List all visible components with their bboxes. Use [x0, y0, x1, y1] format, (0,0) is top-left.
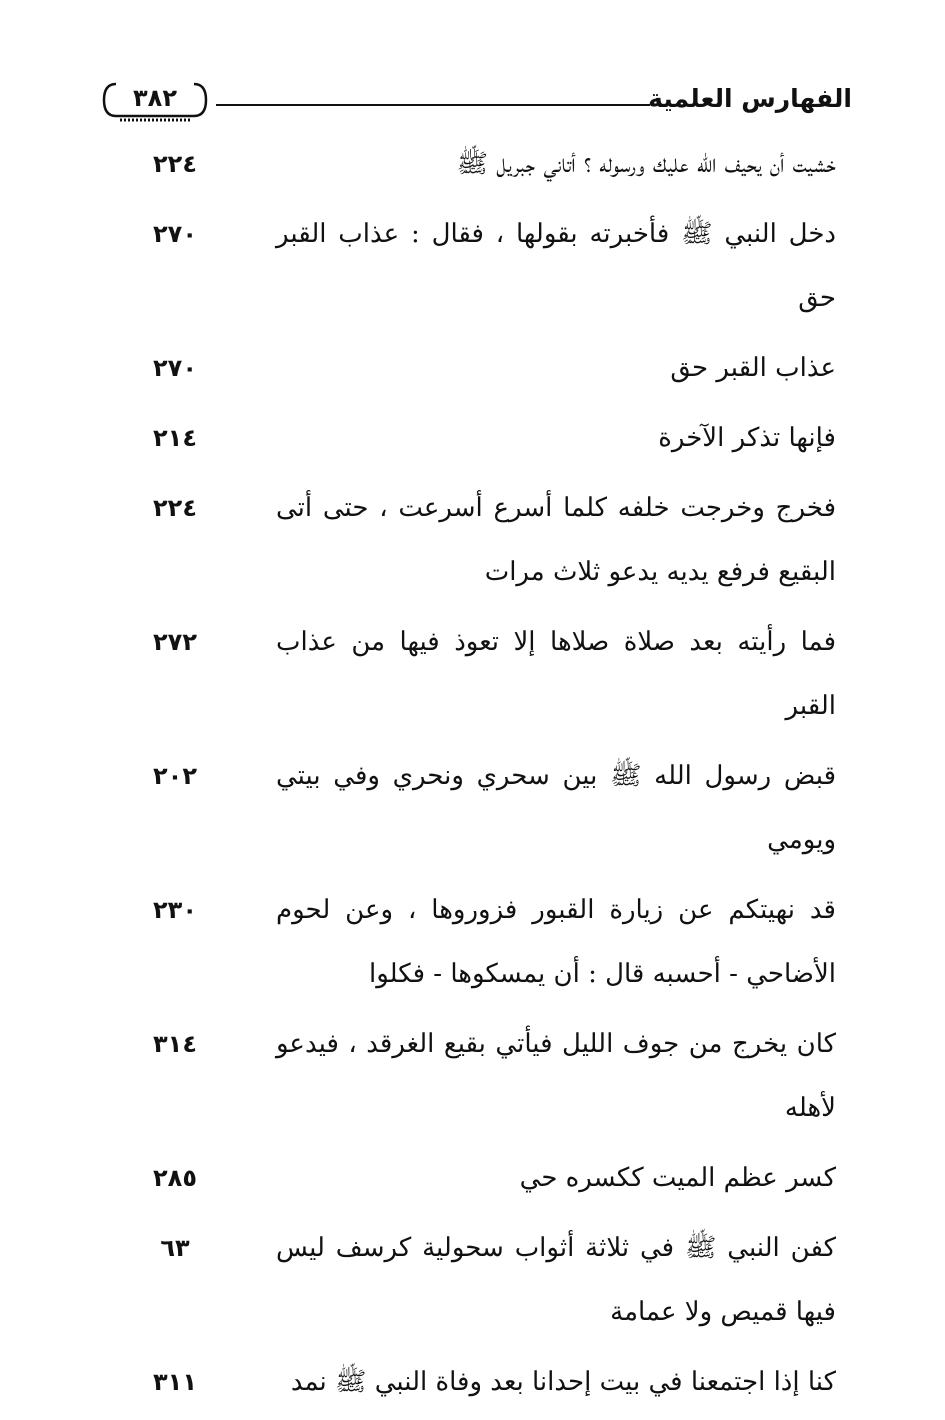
entry-text: كفن النبي ﷺ في ثلاثة أثواب سحولية كرسف ليس فيها قميص ولا عمامة [276, 1233, 836, 1327]
entry-text: كنا إذا اجتمعنا في بيت إحدانا بعد وفاة النبي ﷺ نمد [290, 1367, 836, 1397]
entry-text: فما رأيته بعد صلاة صلاها إلا تعوذ فيها من عذاب القبر [276, 627, 836, 721]
index-entry [100, 336, 836, 400]
entry-page-ref: ٣١١ [153, 1368, 197, 1396]
entry-text: كان يخرج من جوف الليل فيأتي بقيع الغرقد ، فيدعو لأهله [276, 1029, 836, 1123]
index-list [100, 132, 836, 1420]
index-entry [100, 406, 836, 470]
page-number-badge [100, 76, 210, 124]
entry-page-ref: ٣١٤ [153, 1030, 197, 1058]
header-rule [216, 104, 650, 106]
entry-page-ref: ٢٧٠ [153, 220, 197, 248]
entry-page-ref: ٢٧٢ [153, 628, 197, 656]
running-title: الفهارس العلمية [648, 84, 852, 113]
index-entry [100, 1012, 836, 1140]
entry-page-ref: ٢١٤ [153, 424, 197, 452]
page-number: ٣٨٢ [133, 84, 177, 112]
entry-page-ref: ٢٢٤ [153, 150, 197, 178]
index-entry [100, 1146, 836, 1210]
entry-text: فإنها تذكر الآخرة [658, 423, 836, 453]
index-entry [100, 132, 836, 196]
index-entry [100, 202, 836, 330]
entry-page-ref: ٢٨٥ [153, 1164, 197, 1192]
entry-text: قبض رسول الله ﷺ بين سحري ونحري وفي بيتي ويومي [276, 761, 836, 855]
entry-text: عذاب القبر حق [670, 353, 836, 383]
entry-text: دخل النبي ﷺ فأخبرته بقولها ، فقال : عذاب القبر حق [276, 219, 836, 313]
index-entry [100, 1350, 836, 1414]
entry-page-ref: ٢٧٠ [153, 354, 197, 382]
page-header [100, 70, 852, 130]
entry-page-ref: ٢٢٤ [153, 494, 197, 522]
entry-text: كسر عظم الميت ككسره حي [519, 1163, 836, 1193]
entry-text: خشيت أن يحيف الله عليك ورسوله ؟ أتاني جبريل ﷺ [456, 149, 836, 179]
entry-page-ref: ٦٣ [160, 1234, 190, 1262]
index-entry [100, 476, 836, 604]
index-entry [100, 744, 836, 872]
index-entry [100, 878, 836, 1006]
entry-page-ref: ٢٣٠ [153, 896, 197, 924]
entry-text: قد نهيتكم عن زيارة القبور فزوروها ، وعن لحوم الأضاحي - أحسبه قال : أن يمسكوها - فكلوا [276, 895, 836, 989]
entry-text: فخرج وخرجت خلفه كلما أسرع أسرعت ، حتى أتى البقيع فرفع يديه يدعو ثلاث مرات [276, 493, 836, 587]
entry-page-ref: ٢٠٢ [153, 762, 197, 790]
index-entry [100, 610, 836, 738]
index-entry [100, 1216, 836, 1344]
